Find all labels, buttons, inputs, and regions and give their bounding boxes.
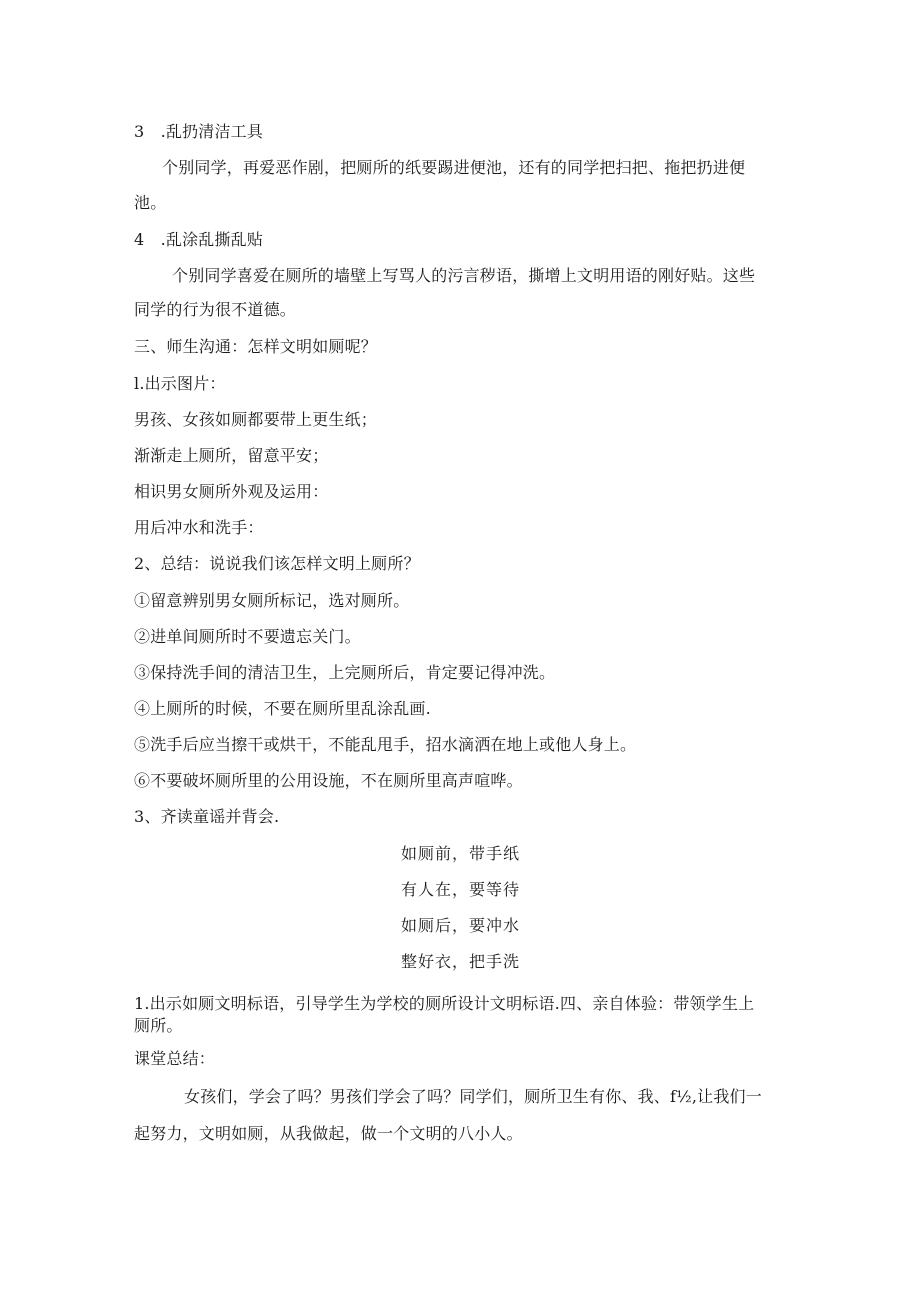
section4-body-line1: 个别同学喜爱在厕所的墙壁上写骂人的污言秽语，撕增上文明用语的刚好贴。这些 <box>172 266 756 285</box>
part3-heading: 三、师生沟通：怎样文明如厕呢？ <box>134 337 378 356</box>
picture-item: 渐渐走上厕所，留意平安； <box>134 446 329 465</box>
item2-heading: 2、总结：说说我们该怎样文明上厕所？ <box>134 554 420 573</box>
rule-item: ②进单间厕所时不要遗忘关门。 <box>134 627 361 646</box>
summary-body-line2: 起努力，文明如厕，从我做起，做一个文明的八小人。 <box>134 1124 523 1143</box>
slogan-line1: 1.出示如厕文明标语，引导学生为学校的厕所设计文明标语.四、亲自体验：带领学生上 <box>134 994 755 1013</box>
rule-item: ④上厕所的时候，不要在厕所里乱涂乱画. <box>134 699 431 718</box>
rhyme-line: 如厕后，要冲水 <box>401 916 521 935</box>
rhyme-line: 整好衣，把手洗 <box>401 952 521 971</box>
section4-body-line2: 同学的行为很不道德。 <box>134 300 297 319</box>
rhyme-line: 有人在，要等待 <box>401 880 521 899</box>
section3-heading: 3 .乱扔清洁工具 <box>134 122 264 141</box>
section3-body-line1: 个别同学，再爱恶作剧，把厕所的纸要踢进便池，还有的同学把扫把、拖把扔进便 <box>162 158 746 177</box>
slogan-line2: 厕所。 <box>134 1016 183 1035</box>
item1-heading: l.出示图片： <box>134 374 226 393</box>
rule-item: ⑥不要破坏厕所里的公用设施，不在厕所里高声喧哗。 <box>134 771 523 790</box>
rule-item: ⑤洗手后应当擦干或烘干，不能乱甩手，招水滴洒在地上或他人身上。 <box>134 735 637 754</box>
rule-item: ①留意辨别男女厕所标记，选对厕所。 <box>134 591 410 610</box>
picture-item: 相识男女厕所外观及运用： <box>134 482 329 501</box>
summary-heading: 课堂总结： <box>134 1049 216 1068</box>
summary-body-line1: 女孩们，学会了吗？男孩们学会了吗？同学们，厕所卫生有你、我、f½,让我们一 <box>184 1087 762 1106</box>
section3-body-line2: 池。 <box>134 193 167 212</box>
picture-item: 用后冲水和洗手： <box>134 518 264 537</box>
rule-item: ③保持洗手间的清洁卫生，上完厕所后，肯定要记得冲洗。 <box>134 663 556 682</box>
picture-item: 男孩、女孩如厕都要带上更生纸； <box>134 410 378 429</box>
section4-heading: 4 .乱涂乱撕乱贴 <box>134 230 264 249</box>
item3-heading: 3、齐读童谣并背会. <box>134 807 280 826</box>
rhyme-line: 如厕前，带手纸 <box>401 844 521 863</box>
